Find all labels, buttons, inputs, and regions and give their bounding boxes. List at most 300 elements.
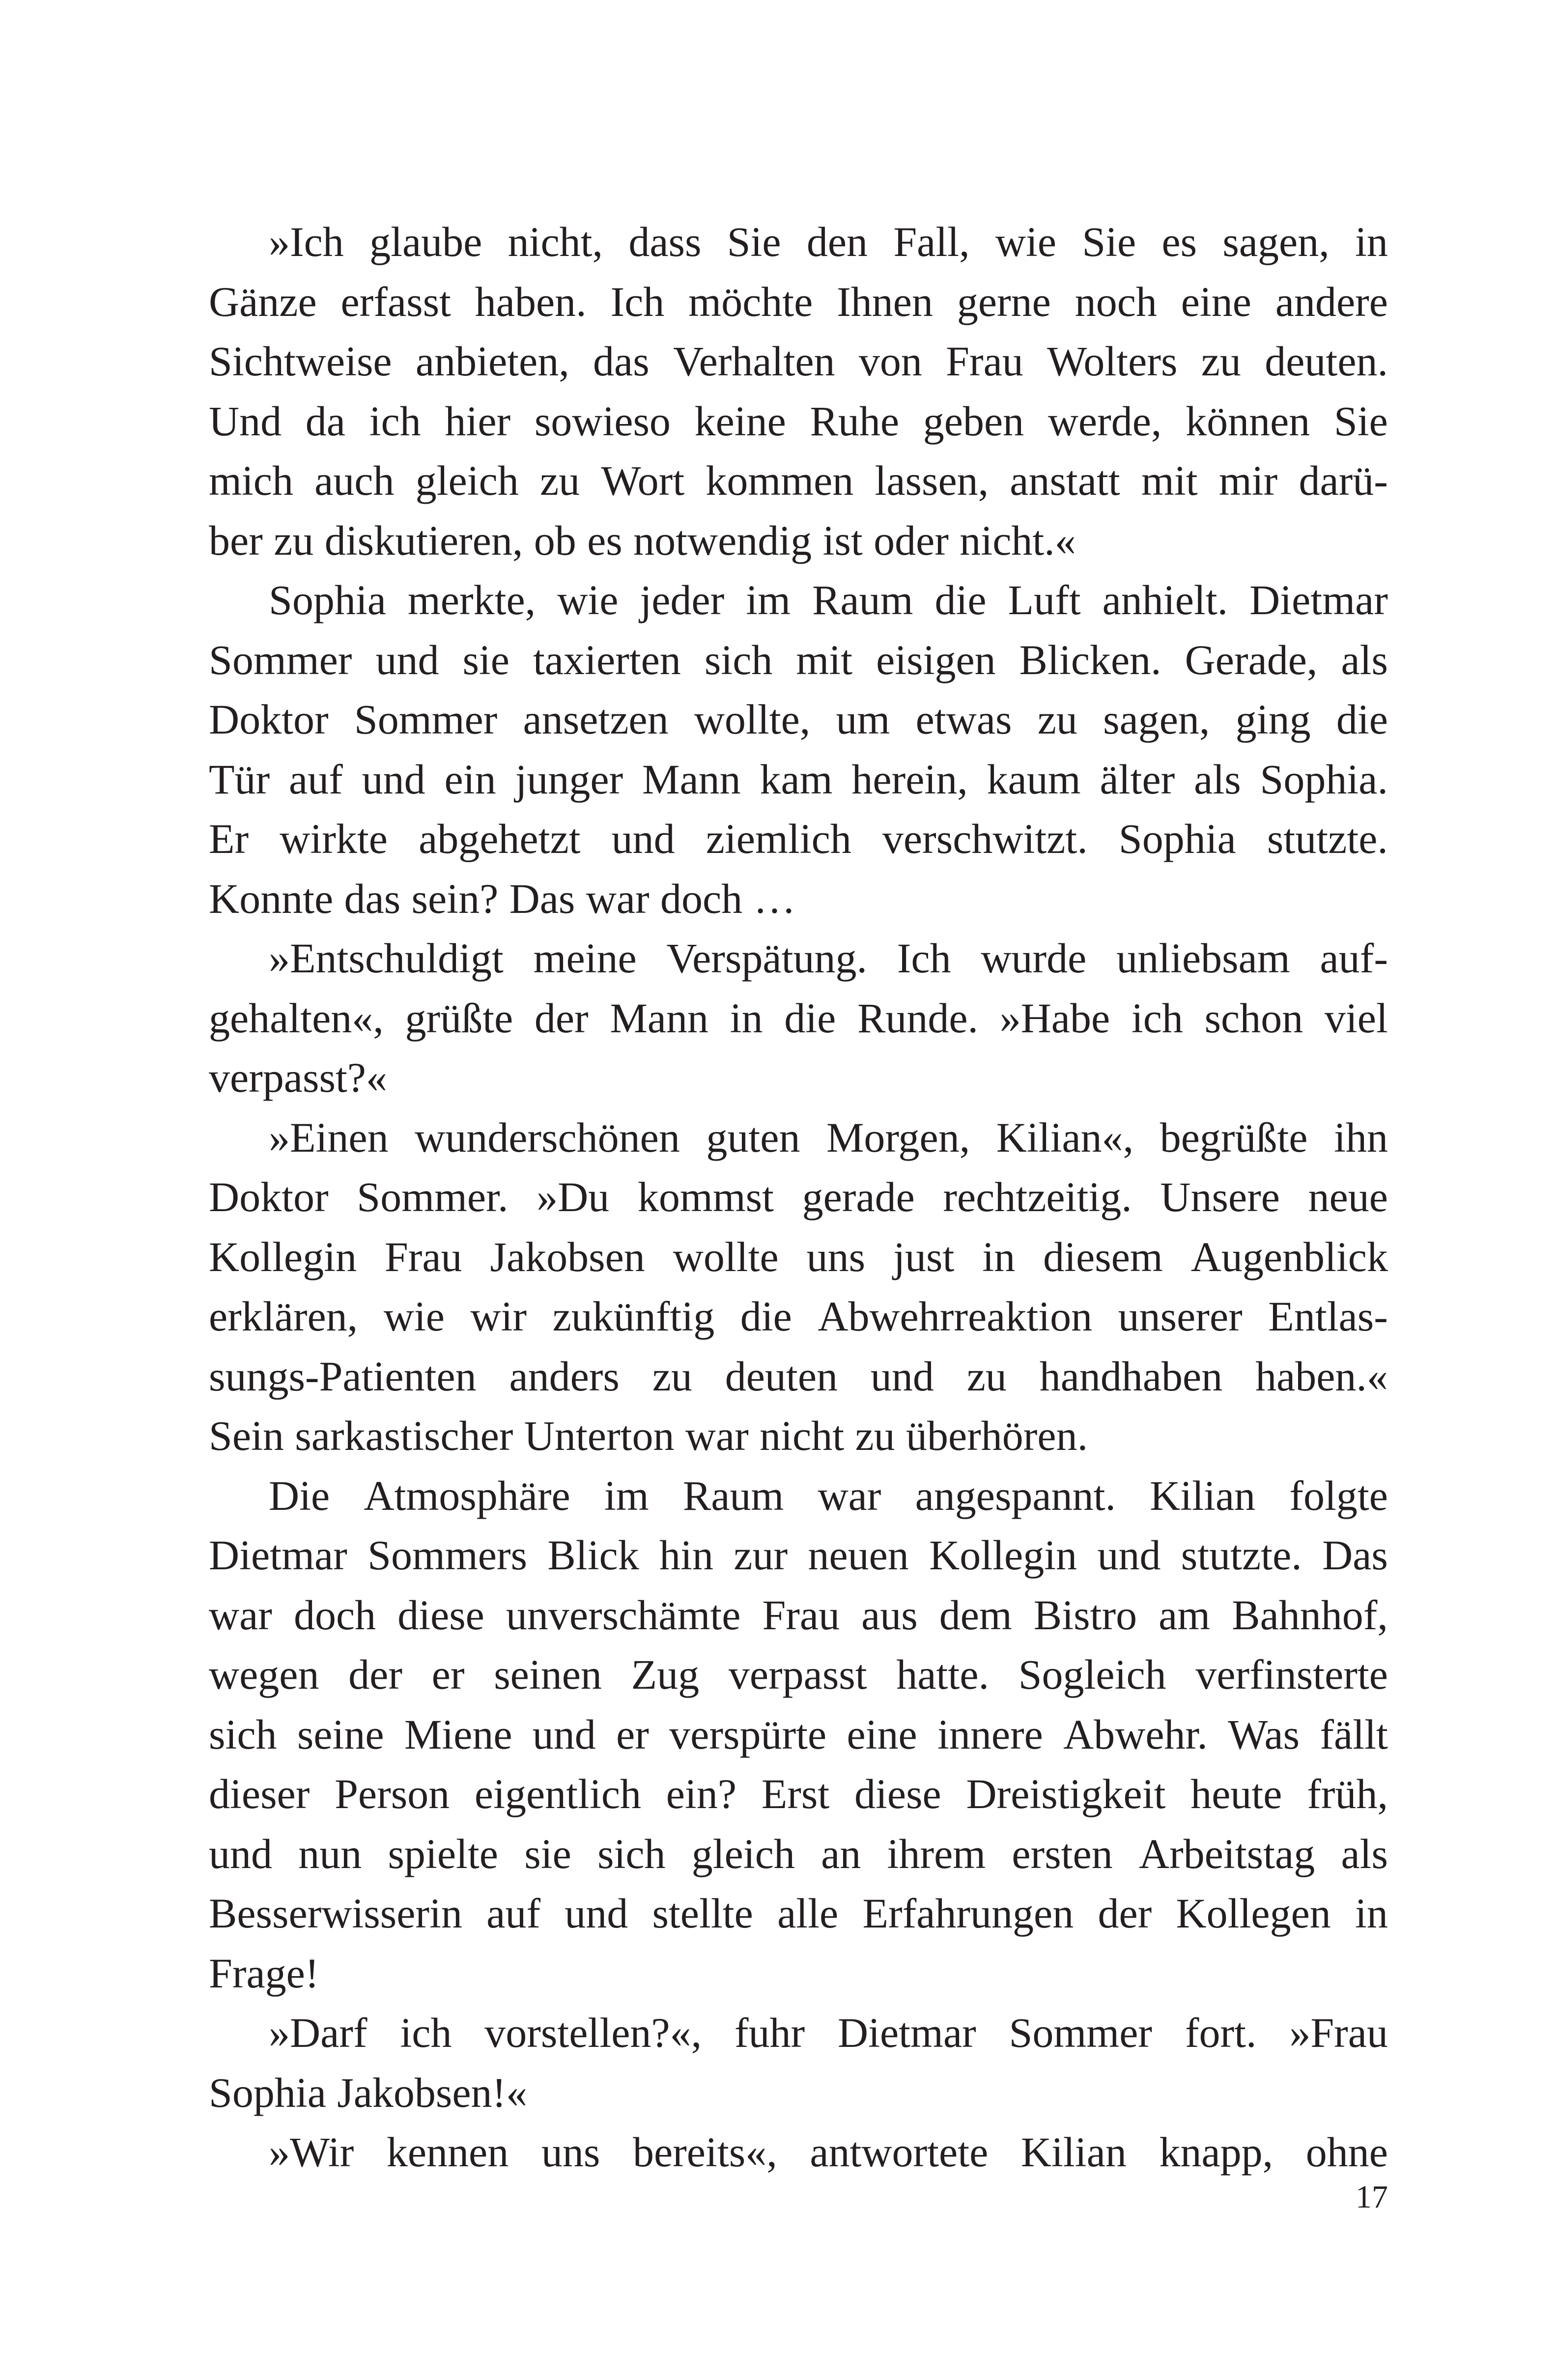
- word: knapp,: [1159, 2128, 1273, 2176]
- word: ich: [1131, 994, 1183, 1042]
- text-line: [209, 809, 1388, 869]
- word: das: [344, 875, 401, 922]
- word: merkte,: [407, 576, 536, 623]
- word: sowieso: [534, 397, 671, 445]
- word: mir: [1218, 457, 1278, 504]
- word: wie: [557, 576, 619, 623]
- word: darü-: [1299, 457, 1388, 504]
- word: Sie: [1333, 397, 1388, 445]
- word: Sophia.: [1260, 755, 1388, 803]
- word: wegen: [209, 1651, 319, 1698]
- word: etwas: [915, 696, 1012, 743]
- word: Mann: [642, 755, 741, 803]
- word: uns: [541, 2128, 600, 2176]
- word: Sophia: [209, 2068, 326, 2116]
- word: ersten: [1012, 1830, 1113, 1877]
- word: ein?: [666, 1770, 736, 1817]
- word: kommst: [637, 1173, 774, 1220]
- word: glaube: [369, 218, 482, 265]
- word: auch: [314, 457, 395, 504]
- word: Arbeitstag: [1138, 1830, 1315, 1877]
- word: hier: [445, 397, 511, 445]
- word: Doktor: [209, 1173, 329, 1220]
- word: Sie: [727, 218, 781, 265]
- word: haben.«: [1255, 1352, 1388, 1400]
- word: ging: [1235, 696, 1311, 743]
- word: Wort: [601, 457, 685, 504]
- word: Blicken.: [1019, 636, 1161, 683]
- word: Er: [209, 815, 249, 862]
- word: Sommer: [209, 636, 352, 683]
- word: …: [753, 875, 796, 922]
- word: gerne: [957, 278, 1051, 325]
- word: verschwitzt.: [882, 815, 1088, 862]
- word: älter: [1100, 755, 1175, 803]
- word: und: [1097, 1531, 1161, 1579]
- word: guten: [706, 1113, 800, 1161]
- word: mich: [209, 457, 293, 504]
- text-line: [209, 332, 1388, 392]
- text-line: [209, 989, 1388, 1048]
- word: »Habe: [999, 994, 1110, 1042]
- word: und: [565, 1890, 628, 1937]
- word: »Darf: [269, 2009, 368, 2056]
- word: ist: [822, 516, 863, 564]
- text-line: [209, 1347, 1388, 1407]
- word: Bistro: [1033, 1591, 1137, 1639]
- word: das: [593, 338, 650, 385]
- word: im: [604, 1472, 649, 1519]
- word: ein: [444, 755, 496, 803]
- word: Gerade,: [1185, 636, 1318, 683]
- word: er: [431, 1651, 465, 1698]
- word: war: [586, 875, 650, 922]
- word: verpasst: [728, 1651, 867, 1698]
- word: der: [348, 1651, 402, 1698]
- word: lassen,: [875, 457, 989, 504]
- word: mit: [1141, 457, 1198, 504]
- word: hin: [659, 1531, 713, 1579]
- word: und: [362, 755, 425, 803]
- word: und: [375, 636, 439, 683]
- word: dieser: [209, 1770, 310, 1817]
- word: können: [1186, 397, 1310, 445]
- word: Dreistigkeit: [966, 1770, 1166, 1817]
- word: Das: [1322, 1531, 1388, 1579]
- text-line: [209, 1406, 1388, 1466]
- word: doch: [660, 875, 743, 922]
- word: Dietmar: [1249, 576, 1388, 623]
- word: grüßte: [405, 994, 513, 1042]
- text-line: [209, 1466, 1388, 1526]
- word: und: [611, 815, 675, 862]
- word: ohne: [1305, 2128, 1388, 2176]
- text-line: [209, 869, 1388, 929]
- word: war: [209, 1591, 272, 1639]
- word: Verhalten: [673, 338, 835, 385]
- word: verfinsterte: [1195, 1651, 1388, 1698]
- word: sich: [209, 1710, 277, 1758]
- word: keine: [694, 397, 786, 445]
- word: zu: [855, 1412, 895, 1459]
- word: ansetzen: [523, 696, 669, 743]
- word: Und: [209, 397, 282, 445]
- word: Unsere: [1160, 1173, 1280, 1220]
- word: kennen: [386, 2128, 509, 2176]
- word: geben: [923, 397, 1024, 445]
- word: kaum: [987, 755, 1081, 803]
- word: handhaben: [1039, 1352, 1223, 1400]
- word: nicht.«: [960, 516, 1076, 564]
- word: Person: [335, 1770, 450, 1817]
- word: uns: [806, 1233, 866, 1280]
- word: eine: [847, 1710, 917, 1758]
- word: Sophia: [269, 576, 386, 623]
- word: ihrem: [887, 1830, 986, 1877]
- word: verspürte: [669, 1710, 827, 1758]
- word: gleich: [415, 457, 519, 504]
- word: Atmosphäre: [364, 1472, 570, 1519]
- word: meine: [533, 935, 637, 982]
- word: in: [1355, 218, 1388, 265]
- word: Fall,: [893, 218, 970, 265]
- word: Raum: [682, 1472, 784, 1519]
- word: ich: [369, 397, 421, 445]
- word: war: [685, 1412, 749, 1459]
- word: zur: [734, 1531, 788, 1579]
- word: zu: [539, 457, 580, 504]
- word: in: [1355, 1890, 1388, 1937]
- word: taxierten: [533, 636, 681, 683]
- word: und: [532, 1710, 596, 1758]
- word: »Wir: [269, 2128, 354, 2176]
- word: Kollegen: [1176, 1890, 1331, 1937]
- word: stutzte.: [1181, 1531, 1302, 1579]
- word: fort.: [1185, 2009, 1257, 2056]
- word: von: [858, 338, 922, 385]
- word: werde,: [1047, 397, 1162, 445]
- word: anders: [509, 1352, 620, 1400]
- word: zu: [966, 1352, 1007, 1400]
- word: als: [1194, 755, 1241, 803]
- word: neue: [1308, 1173, 1388, 1220]
- word: Wolters: [1047, 338, 1178, 385]
- word: ich: [400, 2009, 452, 2056]
- word: zu: [1037, 696, 1077, 743]
- word: diesem: [1043, 1233, 1163, 1280]
- word: junger: [515, 755, 623, 803]
- text-line: [209, 750, 1388, 810]
- word: Sie: [1082, 218, 1136, 265]
- word: als: [1341, 636, 1388, 683]
- word: die: [1336, 696, 1388, 743]
- word: es: [587, 516, 622, 564]
- word: notwendig: [633, 516, 812, 564]
- word: Kollegin: [929, 1531, 1077, 1579]
- word: begrüßte: [1160, 1113, 1308, 1161]
- word: anbieten,: [415, 338, 569, 385]
- text-line: [209, 1645, 1388, 1705]
- word: noch: [1075, 278, 1157, 325]
- word: Ihnen: [837, 278, 933, 325]
- word: »Frau: [1289, 2009, 1388, 2056]
- word: wie: [995, 218, 1057, 265]
- word: Augenblick: [1190, 1233, 1388, 1280]
- text-line: [209, 1108, 1388, 1168]
- word: den: [806, 218, 868, 265]
- word: Miene: [404, 1710, 512, 1758]
- word: angespannt.: [915, 1472, 1116, 1519]
- word: doch: [293, 1591, 376, 1639]
- word: unliebsam: [1116, 935, 1290, 982]
- word: schon: [1204, 994, 1303, 1042]
- word: wir: [470, 1293, 527, 1340]
- word: erfasst: [340, 278, 451, 325]
- text-line: [209, 570, 1388, 630]
- word: fuhr: [734, 2009, 805, 2056]
- word: jeder: [640, 576, 725, 623]
- word: zu: [652, 1352, 692, 1400]
- word: wollte,: [694, 696, 811, 743]
- word: da: [305, 397, 345, 445]
- word: just: [893, 1233, 955, 1280]
- word: Kilian«,: [996, 1113, 1134, 1161]
- word: Dietmar: [837, 2009, 976, 2056]
- word: anstatt: [1010, 457, 1120, 504]
- word: Bahnhof,: [1232, 1591, 1388, 1639]
- word: früh,: [1307, 1770, 1388, 1817]
- word: kommen: [706, 457, 854, 504]
- word: es: [1161, 218, 1197, 265]
- text-line: [209, 1944, 1388, 2004]
- word: »Ich: [269, 218, 344, 265]
- text-line: [209, 2063, 1388, 2123]
- word: verpasst?«: [209, 1054, 387, 1101]
- word: diskutieren,: [324, 516, 523, 564]
- word: sich: [597, 1830, 666, 1877]
- word: zu: [274, 516, 314, 564]
- text-line: [209, 929, 1388, 989]
- word: war: [818, 1472, 881, 1519]
- word: diese: [854, 1770, 941, 1817]
- word: erklären,: [209, 1293, 358, 1340]
- text-line: [209, 1586, 1388, 1645]
- word: eine: [1181, 278, 1251, 325]
- word: nicht,: [508, 218, 603, 265]
- word: Kilian: [1020, 2128, 1127, 2176]
- word: »Entschuldigt: [269, 935, 504, 982]
- word: Erfahrungen: [862, 1890, 1074, 1937]
- word: um: [836, 696, 890, 743]
- word: Ich: [897, 935, 951, 982]
- word: Sommer: [354, 696, 498, 743]
- word: bereits«,: [632, 2128, 777, 2176]
- word: nun: [298, 1830, 362, 1877]
- word: Frage!: [209, 1949, 319, 1997]
- word: Mann: [610, 994, 708, 1042]
- word: »Du: [537, 1173, 610, 1220]
- word: herein,: [851, 755, 968, 803]
- text-line: [209, 1227, 1388, 1287]
- word: unverschämte: [506, 1591, 741, 1639]
- word: Jakobsen!«: [337, 2068, 528, 2116]
- word: Doktor: [209, 696, 329, 743]
- word: ob: [534, 516, 576, 564]
- word: Jakobsen: [490, 1233, 645, 1280]
- word: Sommer: [1009, 2009, 1153, 2056]
- word: hatte.: [896, 1651, 989, 1698]
- word: zu: [1201, 338, 1241, 385]
- word: auf: [289, 755, 343, 803]
- word: fällt: [1320, 1710, 1388, 1758]
- word: aus: [861, 1591, 918, 1639]
- text-line: [209, 451, 1388, 511]
- word: nicht: [760, 1412, 845, 1459]
- word: Ruhe: [810, 397, 900, 445]
- word: die: [934, 576, 987, 623]
- word: wollte: [673, 1233, 779, 1280]
- word: überhören.: [905, 1412, 1088, 1459]
- word: gehalten«,: [209, 994, 384, 1042]
- word: Abwehr.: [1063, 1710, 1208, 1758]
- word: wunderschönen: [415, 1113, 680, 1161]
- word: Zug: [631, 1651, 700, 1698]
- text-line: [209, 1884, 1388, 1944]
- word: Konnte: [209, 875, 334, 922]
- word: in: [982, 1233, 1016, 1280]
- text-line: [209, 1824, 1388, 1884]
- word: am: [1159, 1591, 1211, 1639]
- page-number: 17: [1356, 2179, 1388, 2215]
- word: sagen,: [1103, 696, 1210, 743]
- text-line: [209, 1705, 1388, 1765]
- text-line: [209, 1526, 1388, 1586]
- text-line: [209, 690, 1388, 750]
- word: Frau: [762, 1591, 840, 1639]
- word: Entlas-: [1268, 1293, 1388, 1340]
- word: gerade: [802, 1173, 915, 1220]
- text-line: [209, 212, 1388, 272]
- word: Frau: [946, 338, 1023, 385]
- word: folgte: [1289, 1472, 1388, 1519]
- word: gleich: [691, 1830, 795, 1877]
- word: die: [784, 994, 836, 1042]
- word: unserer: [1118, 1293, 1243, 1340]
- word: Runde.: [857, 994, 979, 1042]
- word: ihn: [1334, 1113, 1388, 1161]
- word: und: [209, 1830, 272, 1877]
- word: kam: [760, 755, 833, 803]
- word: Raum: [812, 576, 913, 623]
- word: sich: [704, 636, 773, 683]
- word: spielte: [388, 1830, 498, 1877]
- word: in: [730, 994, 763, 1042]
- word: sein?: [411, 875, 499, 922]
- word: Sommers: [368, 1531, 528, 1579]
- word: auf: [486, 1890, 540, 1937]
- word: Kilian: [1150, 1472, 1256, 1519]
- word: wie: [383, 1293, 445, 1340]
- word: anhielt.: [1102, 576, 1228, 623]
- word: »Einen: [269, 1113, 389, 1161]
- word: Erst: [761, 1770, 830, 1817]
- text-line: [209, 272, 1388, 332]
- word: Luft: [1008, 576, 1081, 623]
- word: alle: [777, 1890, 839, 1937]
- word: Unterton: [524, 1412, 675, 1459]
- word: Morgen,: [826, 1113, 970, 1161]
- word: mit: [796, 636, 853, 683]
- word: der: [1098, 1890, 1152, 1937]
- word: stellte: [652, 1890, 753, 1937]
- text-line: [209, 1764, 1388, 1824]
- word: ziemlich: [706, 815, 851, 862]
- word: haben.: [475, 278, 587, 325]
- word: Was: [1228, 1710, 1300, 1758]
- word: sagen,: [1222, 218, 1330, 265]
- word: er: [616, 1710, 649, 1758]
- word: rechtzeitig.: [943, 1173, 1132, 1220]
- word: innere: [937, 1710, 1043, 1758]
- word: eisigen: [876, 636, 996, 683]
- word: und: [870, 1352, 934, 1400]
- word: deuten: [725, 1352, 838, 1400]
- word: eigentlich: [474, 1770, 642, 1817]
- word: dass: [628, 218, 702, 265]
- text-line: [209, 392, 1388, 452]
- word: oder: [874, 516, 949, 564]
- word: Gänze: [209, 278, 317, 325]
- word: der: [534, 994, 589, 1042]
- text-line: [209, 630, 1388, 690]
- word: sie: [524, 1830, 571, 1877]
- word: Dietmar: [209, 1531, 347, 1579]
- word: Ich: [610, 278, 665, 325]
- word: Blick: [547, 1531, 639, 1579]
- text-line: [209, 2003, 1388, 2063]
- word: dem: [939, 1591, 1012, 1639]
- word: im: [746, 576, 791, 623]
- word: zukünftig: [552, 1293, 715, 1340]
- word: wurde: [981, 935, 1087, 982]
- word: viel: [1324, 994, 1388, 1042]
- word: möchte: [688, 278, 813, 325]
- word: Abwehrreaktion: [818, 1293, 1093, 1340]
- word: an: [821, 1830, 861, 1877]
- body-text: [209, 212, 1388, 2182]
- word: diese: [397, 1591, 484, 1639]
- word: heute: [1190, 1770, 1282, 1817]
- word: die: [740, 1293, 792, 1340]
- word: ber: [209, 516, 263, 564]
- word: Verspätung.: [666, 935, 867, 982]
- word: wirkte: [280, 815, 388, 862]
- word: vorstellen?«,: [484, 2009, 702, 2056]
- word: stutzte.: [1267, 815, 1388, 862]
- text-line: [209, 1048, 1388, 1108]
- word: neuen: [808, 1531, 909, 1579]
- word: deuten.: [1265, 338, 1388, 385]
- word: sungs-Patienten: [209, 1352, 477, 1400]
- word: sie: [462, 636, 509, 683]
- word: Frau: [384, 1233, 462, 1280]
- word: Die: [269, 1472, 330, 1519]
- word: Kollegin: [209, 1233, 357, 1280]
- word: Sophia: [1118, 815, 1236, 862]
- word: Das: [509, 875, 575, 922]
- text-line: [209, 1167, 1388, 1227]
- word: seinen: [494, 1651, 602, 1698]
